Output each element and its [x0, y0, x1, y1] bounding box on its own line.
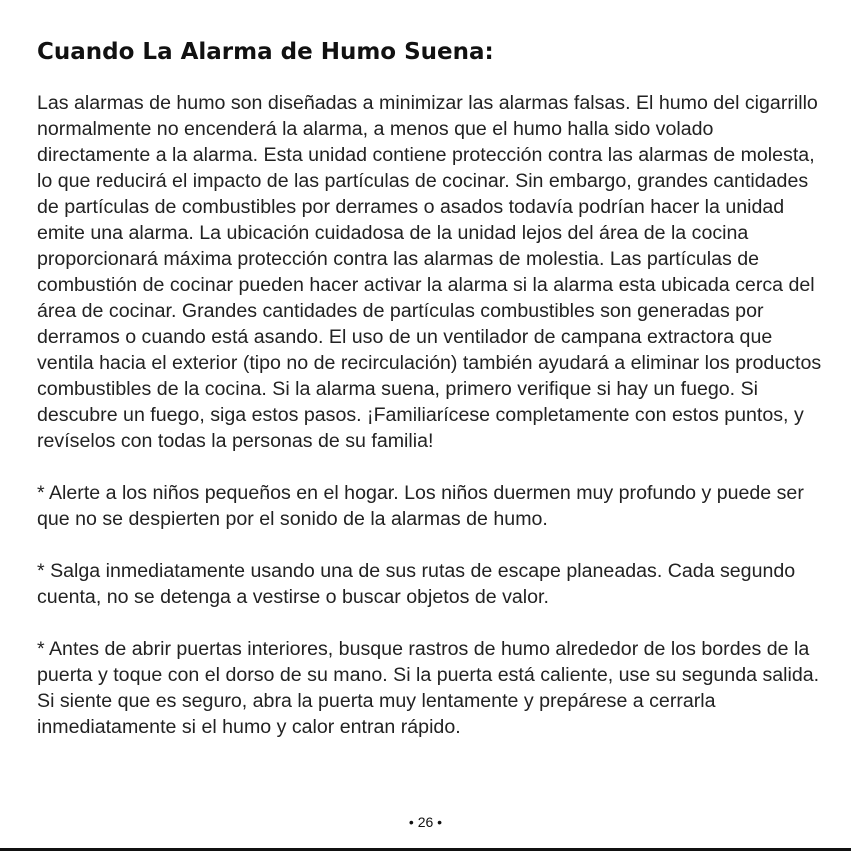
- page-number: • 26 •: [408, 814, 443, 830]
- bullet-exit-immediately: * Salga inmediatamente usando una de sus rutas de escape planeadas. Cada segundo cuenta, no se detenga a vestirse o buscar objetos de valor.: [37, 560, 796, 608]
- intro-paragraph: Las alarmas de humo son diseñadas a minimizar las alarmas falsas. El humo del cigarrillo normalmente no encenderá la alarma, a menos que el humo halla sido volado directamente a la alarma. Esta unidad contiene protección contra las alarmas de molesta, lo que reducirá el impacto de las partículas de cocinar. Sin embargo, grandes cantidades de partículas de combustibles por derrames o asados todavía podrían hacer la unidad emite una alarma. La ubicación cuidadosa de la unidad lejos del área de la cocina proporcionará máxima protección contra las alarmas de molestia. Las partículas de combustión de cocinar pueden hacer activar la alarma si la alarma esta ubicada cerca del área de cocinar. Grandes cantidades de partículas combustibles son generadas por derramos o cuando está asando. El uso de un ventilador de campana extractora que ventila hacia el exterior (tipo no de recirculación) también ayudará a eliminar los productos combustibles de la cocina. Si la alarma suena, primero verifique si hay un fuego. Si descubre un fuego, siga estos pasos. ¡Familiarícese completamente con estos puntos, y revíselos con todas la personas de su familia!: [37, 92, 822, 452]
- page-title: Cuando La Alarma de Humo Suena:: [37, 39, 494, 65]
- bullet-alert-children: * Alerte a los niños pequeños en el hogar. Los niños duermen muy profundo y puede ser que no se despierten por el sonido de la alarmas de humo.: [37, 482, 804, 530]
- body-text: [37, 90, 827, 766]
- bullet-check-doors: * Antes de abrir puertas interiores, busque rastros de humo alrededor de los bordes de la puerta y toque con el dorso de su mano. Si la puerta está caliente, use su segunda salida. Si siente que es seguro, abra la puerta muy lentamente y prepárese a cerrarla inmediatamente si el humo y calor entran rápido.: [37, 638, 820, 738]
